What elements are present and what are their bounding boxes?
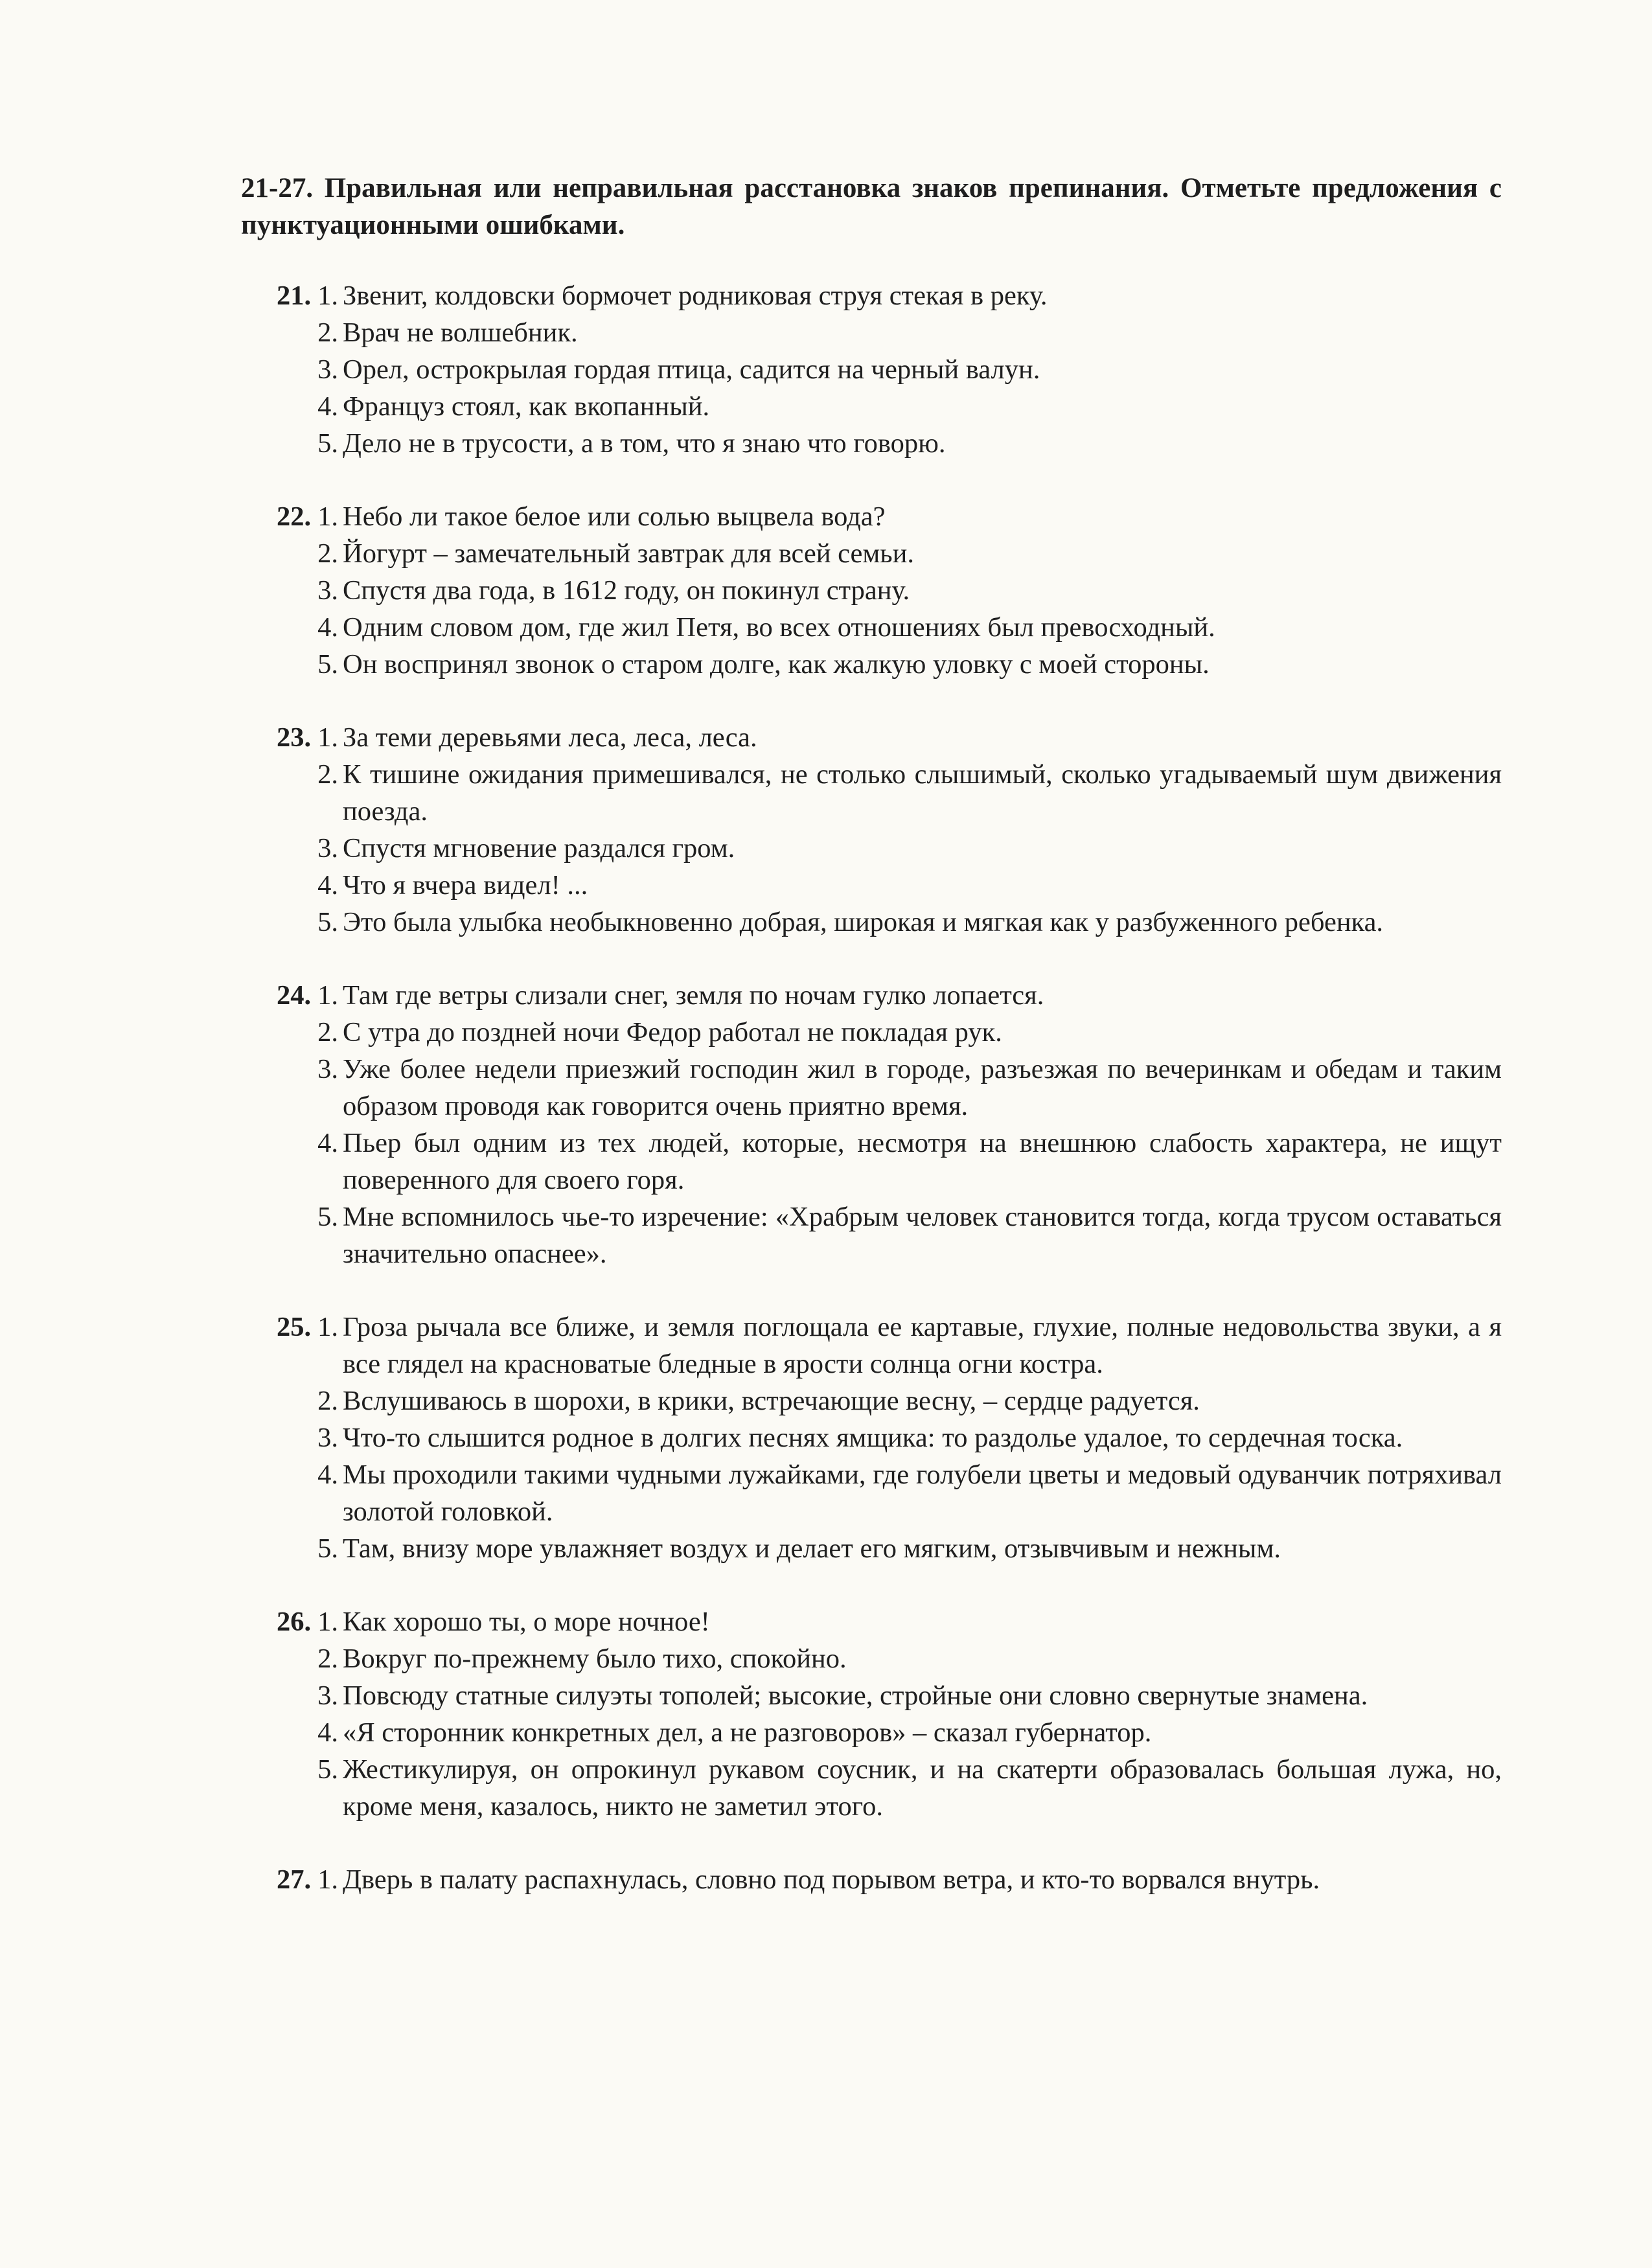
list-item: [241, 314, 1502, 351]
task-24: [241, 977, 1502, 1272]
item-number: 3.: [317, 1423, 338, 1453]
item-number: 2.: [317, 1017, 338, 1048]
sentence-text: Мы проходили такими чудными лужайками, где голубели цветы и медовый одуванчик потряхивал золотой головкой.: [343, 1460, 1502, 1527]
sentence-text: Он воспринял звонок о старом долге, как жалкую уловку с моей стороны.: [343, 649, 1210, 680]
task-22: [241, 498, 1502, 683]
sentence-text: Орел, острокрылая гордая птица, садится на черный валун.: [343, 354, 1040, 385]
sentence-text: Жестикулируя, он опрокинул рукавом соусник, и на скатерти образовалась большая лужа, но, кроме меня, казалось, никто не заметил этого.: [343, 1754, 1502, 1822]
list-item: [241, 1419, 1502, 1456]
item-number: 5.: [317, 649, 338, 680]
sentence-text: Вокруг по-прежнему было тихо, спокойно.: [343, 1644, 847, 1674]
list-item: [241, 1751, 1502, 1825]
task-number: 24.: [277, 980, 312, 1011]
sentence-text: Небо ли такое белое или солью выцвела вода?: [343, 501, 886, 532]
item-number: 3.: [317, 833, 338, 864]
list-item: [241, 1198, 1502, 1272]
sentence-text: Дело не в трусости, а в том, что я знаю что говорю.: [343, 428, 946, 459]
list-item: [241, 388, 1502, 425]
list-item: [241, 1603, 1502, 1640]
list-item: [241, 1714, 1502, 1751]
sentence-text: Как хорошо ты, о море ночное!: [343, 1607, 710, 1637]
task-number: 25.: [277, 1312, 312, 1342]
sentence-text: Звенит, колдовски бормочет родниковая струя стекая в реку.: [343, 281, 1048, 311]
sentence-text: Спустя два года, в 1612 году, он покинул страну.: [343, 575, 910, 606]
list-item: [241, 756, 1502, 830]
sentence-text: «Я сторонник конкретных дел, а не разговоров» – сказал губернатор.: [343, 1717, 1152, 1748]
task-number: 21.: [277, 281, 312, 311]
item-number: 4.: [317, 1128, 338, 1158]
sentence-text: Там где ветры слизали снег, земля по ночам гулко лопается.: [343, 980, 1044, 1011]
item-number: 2.: [317, 538, 338, 569]
item-number: 3.: [317, 354, 338, 385]
list-item: [241, 1014, 1502, 1051]
item-number: 4.: [317, 870, 338, 900]
list-item: [241, 535, 1502, 572]
list-item: [241, 1640, 1502, 1677]
sentence-text: Повсюду статные силуэты тополей; высокие, стройные они словно свернутые знамена.: [343, 1680, 1368, 1711]
list-item: [241, 904, 1502, 941]
list-item: [241, 1530, 1502, 1567]
sentence-text: Это была улыбка необыкновенно добрая, широкая и мягкая как у разбуженного ребенка.: [343, 907, 1384, 937]
item-number: 2.: [317, 1644, 338, 1674]
item-number: 5.: [317, 1202, 338, 1232]
item-number: 5.: [317, 1533, 338, 1564]
list-item: [241, 1677, 1502, 1714]
document-page: [241, 170, 1502, 1934]
sentence-text: Там, внизу море увлажняет воздух и делает его мягким, отзывчивым и нежным.: [343, 1533, 1281, 1564]
sentence-text: Пьер был одним из тех людей, которые, несмотря на внешнюю слабость характера, не ищут поверенного для своего горя.: [343, 1128, 1502, 1195]
item-number: 1.: [317, 1607, 338, 1637]
list-item: [241, 1382, 1502, 1419]
sentence-text: Француз стоял, как вкопанный.: [343, 391, 710, 422]
sentence-text: За теми деревьями леса, леса, леса.: [343, 722, 757, 753]
task-27: [241, 1861, 1502, 1898]
task-number: 22.: [277, 501, 312, 532]
item-number: 5.: [317, 907, 338, 937]
item-number: 1.: [317, 1864, 338, 1895]
task-list: [241, 277, 1502, 1898]
task-25: [241, 1309, 1502, 1567]
item-number: 1.: [317, 980, 338, 1011]
sentence-text: Дверь в палату распахнулась, словно под порывом ветра, и кто-то ворвался внутрь.: [343, 1864, 1320, 1895]
list-item: [241, 719, 1502, 756]
item-number: 4.: [317, 391, 338, 422]
list-item: [241, 867, 1502, 904]
task-23: [241, 719, 1502, 941]
sentence-text: Йогурт – замечательный завтрак для всей семьи.: [343, 538, 915, 569]
sentence-text: Врач не волшебник.: [343, 317, 578, 348]
sentence-text: Одним словом дом, где жил Петя, во всех отношениях был превосходный.: [343, 612, 1215, 643]
list-item: [241, 498, 1502, 535]
item-number: 1.: [317, 1312, 338, 1342]
item-number: 1.: [317, 501, 338, 532]
sentence-text: К тишине ожидания примешивался, не столько слышимый, сколько угадываемый шум движения поезда.: [343, 759, 1502, 827]
sentence-text: Вслушиваюсь в шорохи, в крики, встречающие весну, – сердце радуется.: [343, 1386, 1200, 1416]
list-item: [241, 609, 1502, 646]
list-item: [241, 1309, 1502, 1382]
list-item: [241, 1456, 1502, 1530]
list-item: [241, 646, 1502, 683]
item-number: 1.: [317, 722, 338, 753]
list-item: [241, 977, 1502, 1014]
item-number: 5.: [317, 428, 338, 459]
item-number: 5.: [317, 1754, 338, 1785]
sentence-text: Что-то слышится родное в долгих песнях ямщика: то раздолье удалое, то сердечная тоска.: [343, 1423, 1403, 1453]
item-number: 2.: [317, 1386, 338, 1416]
item-number: 3.: [317, 575, 338, 606]
task-number: 27.: [277, 1864, 312, 1895]
sentence-text: Спустя мгновение раздался гром.: [343, 833, 735, 864]
item-number: 2.: [317, 317, 338, 348]
exercise-heading: 21-27. Правильная или неправильная расстановка знаков препинания. Отметьте предложения с пунктуационными ошибками.: [241, 173, 1502, 240]
item-number: 4.: [317, 1460, 338, 1490]
item-number: 3.: [317, 1054, 338, 1084]
list-item: [241, 572, 1502, 609]
item-number: 1.: [317, 281, 338, 311]
task-number: 23.: [277, 722, 312, 753]
list-item: [241, 351, 1502, 388]
task-number: 26.: [277, 1607, 312, 1637]
list-item: [241, 277, 1502, 314]
sentence-text: Гроза рычала все ближе, и земля поглощала ее картавые, глухие, полные недовольства звуки, а я все глядел на красноватые бледные в ярости солнца огни костра.: [343, 1312, 1502, 1379]
sentence-text: Уже более недели приезжий господин жил в городе, разъезжая по вечеринкам и обедам и таким образом проводя как говорится очень приятно время.: [343, 1054, 1502, 1121]
list-item: [241, 1861, 1502, 1898]
task-26: [241, 1603, 1502, 1825]
list-item: [241, 830, 1502, 867]
sentence-text: Мне вспомнилось чье-то изречение: «Храбрым человек становится тогда, когда трусом оставаться значительно опаснее».: [343, 1202, 1502, 1269]
list-item: [241, 1051, 1502, 1125]
item-number: 3.: [317, 1680, 338, 1711]
item-number: 4.: [317, 1717, 338, 1748]
item-number: 2.: [317, 759, 338, 790]
item-number: 4.: [317, 612, 338, 643]
list-item: [241, 1125, 1502, 1198]
sentence-text: С утра до поздней ночи Федор работал не покладая рук.: [343, 1017, 1002, 1048]
list-item: [241, 425, 1502, 462]
task-21: [241, 277, 1502, 462]
sentence-text: Что я вчера видел! ...: [343, 870, 588, 900]
